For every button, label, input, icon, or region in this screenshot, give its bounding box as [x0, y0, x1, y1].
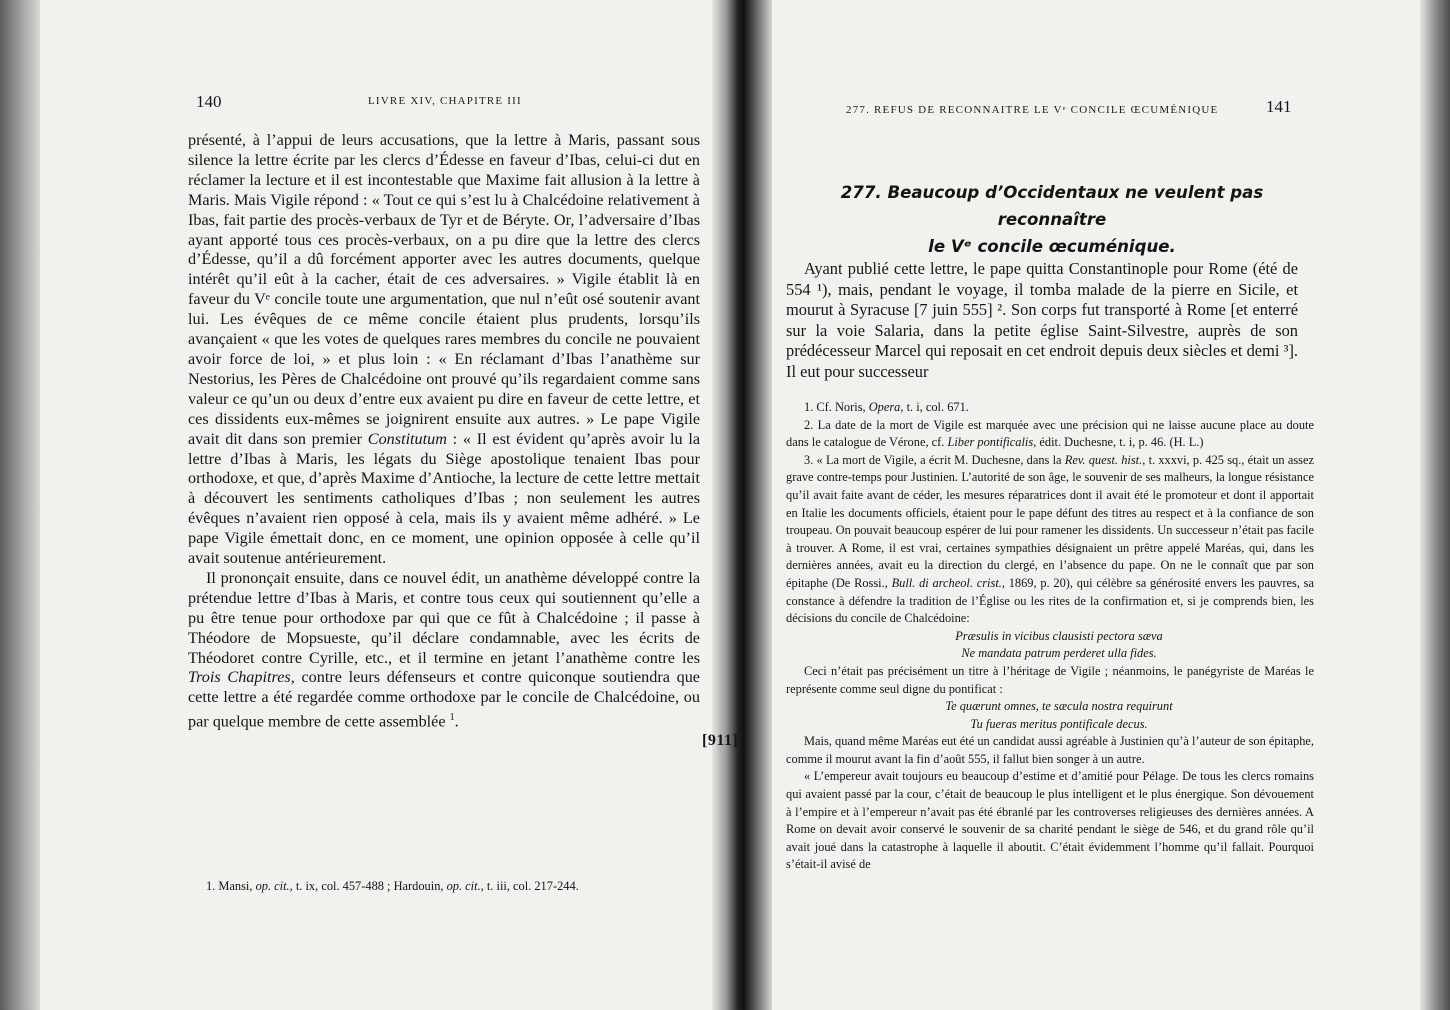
paragraph: présenté, à l’appui de leurs accusations, que la lettre à Maris, passant sous silence la lettre écrite par les clercs d’Édesse en faveur d’Ibas, celui-ci dut en réclamer la lecture et il est incontestable que Maxime fait allusion à la lettre à Maris. Mais Vigile répond : « Tout ce qui s’est lu à Chalcédoine relativement à Ibas, fait partie des procès-verbaux de Tyr et de Béryte. Or, l’adversaire d’Ibas ayant apporté tous ces procès-verbaux, on a pu dire que la lettre des clercs d’Édesse, qu’il a dû forcément apporter avec les autres documents, quelque intérêt qu’il eût à la cacher, était de ces adversaires. » Vigile établit là en faveur du Vᵉ concile toute une argumentation, que nul n’eût osé soutenir avant lui. Les évêques de ce même concile étaient plus prudents, lorsqu’ils avançaient « que les votes de quelques rares membres du concile ne pouvaient avoir force de loi, » et plus loin : « En réclamant d’Ibas l’anathème sur Nestorius, les Pères de Chalcédoine ont prouvé qu’ils regardaient comme sans valeur ce qu’un ou deux d’entre eux avaient pu dire en faveur de cette lettre, et ces dissidents eux-mêmes se joignirent ensuite aux autres. » Le pape Vigile avait dit dans son premier Constitutum : « Il est évident qu’après avoir lu la lettre d’Ibas à Maris, les légats du Siège apostolique tenaient Ibas pour orthodoxe, et que, d’après Maxime d’Antioche, la lecture de cette lettre mettait à découvert les sentiments catholiques d’Ibas ; non seulement les autres évêques n’avaient rien opposé à cela, mais ils y avaient même adhéré. » Le pape Vigile émettait donc, en ce moment, une opinion opposée à celle qu’il avait soutenue antérieurement. [188, 131, 701, 568]
page-number: 140 [196, 92, 222, 111]
running-head: 277. REFUS DE RECONNAITRE LE Vᵉ CONCILE ŒCUMÉNIQUE [846, 104, 1219, 116]
left-page [40, 0, 739, 1010]
book-spine [712, 0, 772, 1010]
section-heading: 277. Beaucoup d’Occidentaux ne veulent pas reconnaître le Vᵉ concile œcuménique. [840, 183, 1264, 256]
footnotes [188, 878, 700, 895]
verse-line: Ne mandata patrum perderet ulla fides. [961, 646, 1157, 661]
footnote: 3. « La mort de Vigile, a écrit M. Duchesne, dans la Rev. quest. hist., t. xxxvi, p. 425 sq., était un assez grave contre-temps pour Justinien. L’autorité de son âge, le souvenir de ses malheurs, la longue résistance qu’il avait faite avant de céder, les mesures réparatrices dont il avait été le promoteur et dont il apportait en Italie les documents officiels, étaient pour le pape défunt des titres au respect et à la confiance de son troupeau. On pouvait beaucoup espérer de lui pour ramener les dissidents. Un successeur n’était pas facile à trouver. A Rome, il est vrai, certaines sympathies désignaient un prêtre appelé Maréas, qui, dans les dernières années, avait eu la direction du clergé, en l’absence du pape. On ne le connaît que par son épitaphe (De Rossi., Bull. di archeol. crist., 1869, p. 20), qui célèbre sa générosité envers les pauvres, sa constance à défendre la tradition de l’Église ou les rites de la confirmation et, si je comprends bien, les décisions du concile de Chalcédoine: [786, 452, 1314, 626]
footnote: 1. Mansi, op. cit., t. ix, col. 457-488 ; Hardouin, op. cit., t. iii, col. 217-244. [206, 879, 579, 893]
page-number: 141 [1266, 97, 1292, 116]
footnote-continuation: Ceci n’était pas précisément un titre à l’héritage de Vigile ; néanmoins, le panégyriste de Maréas le représente comme seul digne du pontificat : [786, 663, 1314, 696]
marginal-page-ref: [911] [702, 732, 739, 749]
footnote: 1. Cf. Noris, Opera, t. i, col. 671. [804, 400, 969, 414]
paragraph: Il prononçait ensuite, dans ce nouvel édit, un anathème développé contre la prétendue lettre d’Ibas à Maris, et contre tous ceux qui soutiennent qu’elle a pu être tenue pour orthodoxe par qui que ce fût à Chalcédoine ; il passe à Théodore de Mopsueste, qu’il déclare condamnable, avec les écrits de Théodoret contre Cyrille, etc., et il termine en jetant l’anathème contre les Trois Chapitres, contre leurs défenseurs et contre quiconque soutiendra que cette lettre a été regardée comme orthodoxe par le concile de Chalcédoine, ou par quelque membre de cette assemblée $^1$. [188, 568, 700, 731]
footnote-continuation: « L’empereur avait toujours eu beaucoup d’estime et d’amitié pour Pélage. De tous les clercs romains qui avaient passé par la cour, c’était de beaucoup le plus intelligent et le plus énergique. Son dévouement à l’empire et à l’empereur n’avait pas été ébranlé par les controverses religieuses des dernières années. A Rome on devait avoir conservé le souvenir de sa charité pendant le siège de 546, et du grand rôle qu’il avait joué dans la catastrophe à laquelle il aboutit. C’était évidemment l’homme qu’il fallait. Pourquoi s’était-il avisé de [786, 769, 1314, 872]
verse-line: Tu fueras meritus pontificale decus. [970, 716, 1148, 731]
right-page [772, 0, 1420, 1010]
footnote: 2. La date de la mort de Vigile est marquée avec une précision qui ne laisse aucune place au doute dans le catalogue de Vérone, cf. Liber pontificalis, édit. Duchesne, t. i, p. 46. (H. L.) [786, 417, 1314, 450]
verse-line: Te quærunt omnes, te sæcula nostra requirunt [945, 699, 1173, 714]
running-head: LIVRE XIV, CHAPITRE III [368, 95, 522, 107]
footnote-continuation: Mais, quand même Maréas eut été un candidat aussi agréable à Justinien qu’à l’auteur de son épitaphe, comme il mourut avant la fin d’août 555, il fallut bien songer à un autre. [786, 734, 1314, 766]
paragraph: Ayant publié cette lettre, le pape quitta Constantinople pour Rome (été de 554 ¹), mais, pendant le voyage, il tomba malade de la pierre en Sicile, et mourut à Syracuse [7 juin 555] ². Son corps fut transporté à Rome [et enterré sur la voie Salaria, dans la petite église Saint-Silvestre, auprès de son prédécesseur Marcel qui reposait en cet endroit depuis deux siècles et demi ³]. Il eut pour successeur [786, 259, 1298, 381]
book-edge-left [0, 0, 40, 1010]
main-text [188, 131, 700, 733]
footnotes [786, 399, 1314, 874]
book-edge-right [1420, 0, 1450, 1010]
verse-line: Præsulis in vicibus clausisti pectora sæva [955, 628, 1163, 643]
main-text [786, 259, 1298, 383]
